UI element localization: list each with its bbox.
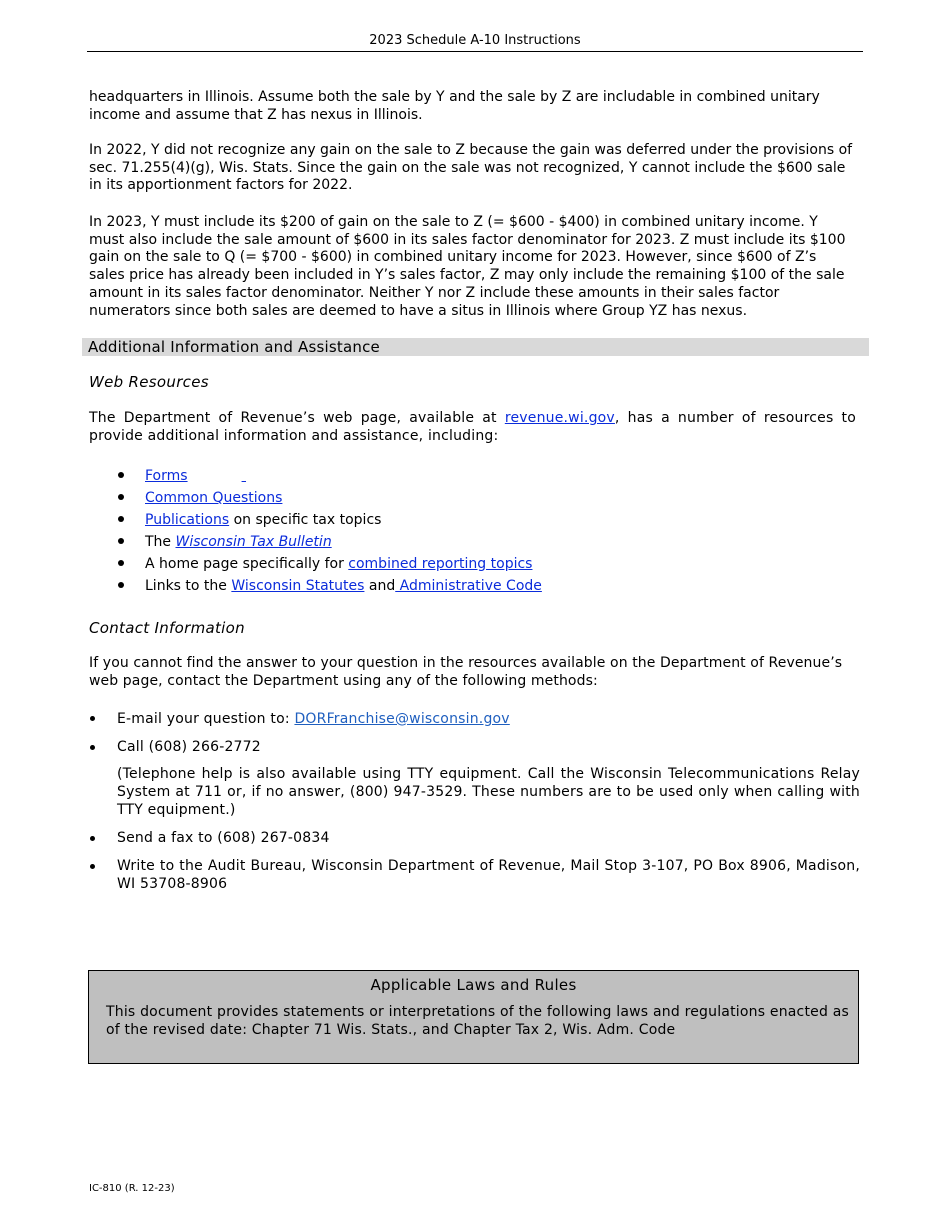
applicable-laws-title: Applicable Laws and Rules bbox=[370, 976, 577, 994]
email-prefix: E-mail your question to: bbox=[117, 711, 295, 727]
list-item-forms bbox=[145, 467, 246, 485]
bullet-icon bbox=[90, 745, 95, 750]
list-item-combined-reporting bbox=[145, 555, 532, 573]
intro-paragraph-1: headquarters in Illinois. Assume both the sale by Y and the sale by Z are includable in combined unitary income and assume that Z has nexus in Illinois. bbox=[89, 89, 820, 123]
revenue-website-link[interactable]: revenue.wi.gov bbox=[504, 410, 615, 426]
contact-info-heading: Contact Information bbox=[89, 619, 245, 637]
contact-tty-note: (Telephone help is also available using TTY equipment. Call the Wisconsin Telecommunications Relay System at 711 or, if no answer, (800) 947-3529. These numbers are to be used only when calling with TTY equipment.) bbox=[117, 766, 860, 818]
bullet-icon bbox=[118, 560, 124, 566]
publications-text: on specific tax topics bbox=[229, 512, 382, 528]
home-page-text: A home page specifically for bbox=[145, 556, 349, 572]
form-code-footer: IC-810 (R. 12-23) bbox=[89, 1183, 175, 1194]
bullet-icon bbox=[90, 836, 95, 841]
intro-paragraph-2: In 2022, Y did not recognize any gain on the sale to Z because the gain was deferred under the provisions of sec. 71.255(4)(g), Wis. Stats. Since the gain on the sale was not recognized, Y cannot include the $600 sale in its apportionment factors for 2022. bbox=[89, 142, 853, 194]
header-divider bbox=[87, 51, 863, 52]
bullet-icon bbox=[90, 716, 95, 721]
bullet-icon bbox=[118, 582, 124, 588]
web-resources-heading: Web Resources bbox=[89, 373, 209, 391]
link-underline-fragment bbox=[242, 468, 246, 484]
web-resources-paragraph bbox=[89, 410, 856, 445]
bullet-icon bbox=[118, 494, 124, 500]
bullet-icon bbox=[118, 472, 124, 478]
common-questions-link[interactable]: Common Questions bbox=[145, 490, 283, 506]
administrative-code-link[interactable]: Administrative Code bbox=[395, 578, 542, 594]
bullet-icon bbox=[118, 538, 124, 544]
contact-paragraph: If you cannot find the answer to your question in the resources available on the Department of Revenue’s web page, contact the Department using any of the following methods: bbox=[89, 655, 843, 689]
section-heading: Additional Information and Assistance bbox=[88, 338, 380, 356]
contact-mail-item: Write to the Audit Bureau, Wisconsin Department of Revenue, Mail Stop 3-107, PO Box 8906, Madison, WI 53708-8906 bbox=[117, 858, 860, 892]
web-para-text-after: , has a number of resources to provide additional information and assistance, including: bbox=[89, 410, 856, 444]
bulletin-prefix: The bbox=[145, 534, 176, 550]
applicable-laws-box bbox=[88, 970, 859, 1064]
contact-fax-item: Send a fax to (608) 267-0834 bbox=[117, 830, 330, 846]
list-item-statutes bbox=[145, 577, 542, 595]
email-link[interactable]: DORFranchise@wisconsin.gov bbox=[294, 711, 510, 727]
forms-link[interactable]: Forms bbox=[145, 468, 188, 484]
page-header-title: 2023 Schedule A-10 Instructions bbox=[369, 33, 581, 48]
intro-paragraph-3: In 2023, Y must include its $200 of gain on the sale to Z (= $600 - $400) in combined unitary income. Y must also include the sale amount of $600 in its sales factor denominator for 2023. Z must include its $100 gain on the sale to Q (= $700 - $600) in combined unitary income for 2023. However, since $600 of Z’s sales price has already been included in Y’s sales factor, Z may only include the remaining $100 of the sale amount in its sales factor denominator. Neither Y nor Z include these amounts in their sales factor numerators since both sales are deemed to have a situs in Illinois where Group YZ has nexus. bbox=[89, 214, 846, 319]
publications-link[interactable]: Publications bbox=[145, 512, 230, 528]
and-text: and bbox=[364, 578, 396, 594]
contact-email-item bbox=[117, 710, 860, 728]
bullet-icon bbox=[118, 516, 124, 522]
applicable-laws-body: This document provides statements or interpretations of the following laws and regulations enacted as of the revised date: Chapter 71 Wis. Stats., and Chapter Tax 2, Wis. Adm. Code bbox=[106, 1004, 849, 1038]
section-heading-bar bbox=[82, 338, 869, 356]
statutes-link[interactable]: Wisconsin Statutes bbox=[231, 578, 365, 594]
links-text: Links to the bbox=[145, 578, 232, 594]
list-item-common-questions bbox=[145, 489, 282, 507]
web-para-text-before: The Department of Revenue’s web page, available at bbox=[89, 410, 505, 426]
list-item-publications bbox=[145, 511, 381, 529]
combined-reporting-link[interactable]: combined reporting topics bbox=[348, 556, 533, 572]
bullet-icon bbox=[90, 864, 95, 869]
tax-bulletin-link[interactable]: Wisconsin Tax Bulletin bbox=[175, 534, 332, 550]
list-item-tax-bulletin bbox=[145, 533, 332, 551]
contact-phone-item: Call (608) 266-2772 bbox=[117, 739, 261, 755]
